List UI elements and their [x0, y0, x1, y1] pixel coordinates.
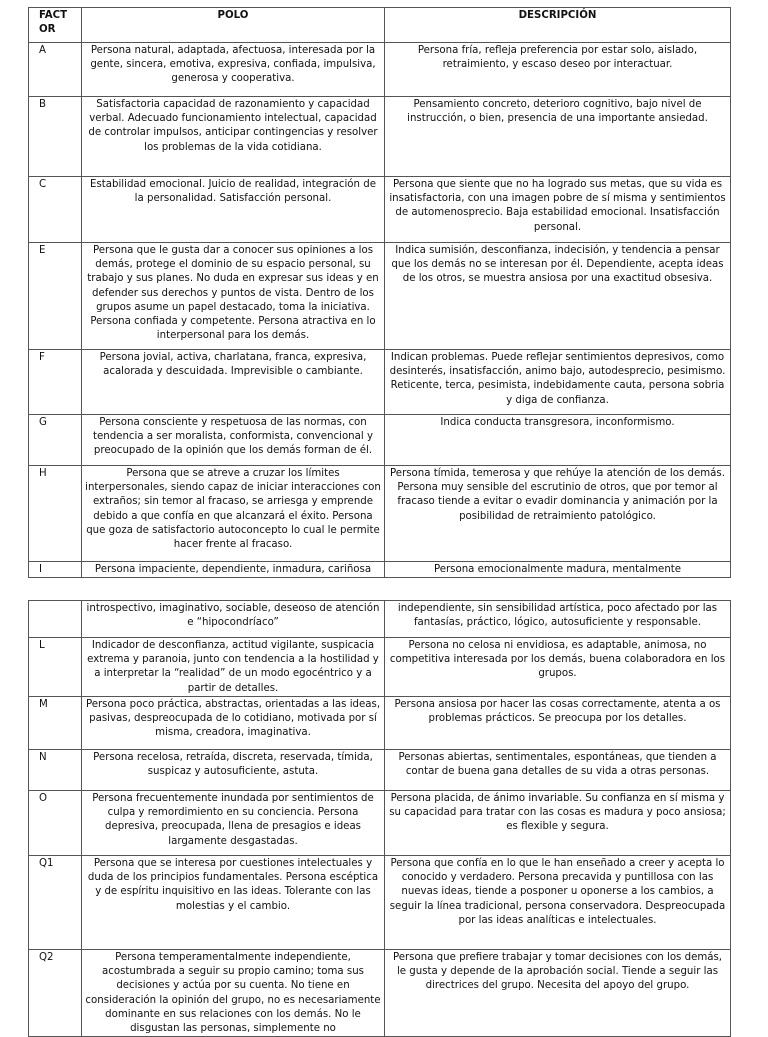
table-row [29, 350, 731, 415]
table-row [29, 562, 731, 578]
factor-cell: N [29, 750, 82, 791]
descripcion-cell: Indican problemas. Puede reflejar sentimientos depresivos, como desinterés, insatisfacción, animo bajo, autodesprecio, pesimismo. Reticente, terca, pesimista, indebidamente cauta, persona sobria y diga de confianza. [385, 350, 731, 415]
descripcion-cell: Pensamiento concreto, deterioro cognitivo, bajo nivel de instrucción, o bien, presencia de una importante ansiedad. [385, 97, 731, 177]
descripcion-cell: Indica conducta transgresora, inconformismo. [385, 415, 731, 466]
factor-cell: B [29, 97, 82, 177]
table-row [29, 243, 731, 350]
polo-cell: Estabilidad emocional. Juicio de realidad, integración de la personalidad. Satisfacción personal. [82, 177, 385, 243]
factor-cell: Q1 [29, 856, 82, 950]
table-row [29, 97, 731, 177]
polo-cell: Indicador de desconfianza, actitud vigilante, suspicacia extrema y paranoia, junto con tendencia a la hostilidad y a interpretar la “realidad” de un modo egocéntrico y a partir de detalles. [82, 638, 385, 697]
header-descripcion: DESCRIPCIÓN [385, 8, 731, 43]
polo-cell: Persona frecuentemente inundada por sentimientos de culpa y remordimiento en su conciencia. Persona depresiva, preocupada, llena de presagios e ideas largamente desgastadas. [82, 791, 385, 856]
descripcion-cell: independiente, sin sensibilidad artística, poco afectado por las fantasías, práctico, lógico, autosuficiente y responsable. [385, 601, 731, 638]
descripcion-cell: Persona placida, de ánimo invariable. Su confianza en sí misma y su capacidad para tratar con las cosas es madura y poco ansiosa; es flexible y segura. [385, 791, 731, 856]
factor-cell: O [29, 791, 82, 856]
factor-cell: Q2 [29, 950, 82, 1037]
descripcion-cell: Persona que prefiere trabajar y tomar decisiones con los demás, le gusta y depende de la aprobación social. Tiende a seguir las directrices del grupo. Necesita del apoyo del grupo. [385, 950, 731, 1037]
factor-table-page-2 [28, 600, 731, 1037]
table-row [29, 638, 731, 697]
descripcion-cell: Persona fría, refleja preferencia por estar solo, aislado, retraimiento, y escaso deseo por interactuar. [385, 43, 731, 97]
polo-cell: Persona consciente y respetuosa de las normas, con tendencia a ser moralista, conformista, convencional y preocupado de la opinión que los demás forman de él. [82, 415, 385, 466]
polo-cell: Persona jovial, activa, charlatana, franca, expresiva, acalorada y descuidada. Imprevisible o cambiante. [82, 350, 385, 415]
factor-cell: M [29, 697, 82, 750]
descripcion-cell: Personas abiertas, sentimentales, espontáneas, que tienden a contar de buena gana detalles de su vida a otras personas. [385, 750, 731, 791]
factor-cell: E [29, 243, 82, 350]
polo-cell: Persona natural, adaptada, afectuosa, interesada por la gente, sincera, emotiva, expresiva, confiada, impulsiva, generosa y cooperativa. [82, 43, 385, 97]
factor-cell: H [29, 466, 82, 562]
table-row [29, 750, 731, 791]
descripcion-cell: Persona que confía en lo que le han enseñado a creer y acepta lo conocido y verdadero. Persona precavida y puntillosa con las nuevas ideas, tiende a posponer u oponerse a los cambios, a seguir la línea tradicional, persona conservadora. Despreocupada por las ideas analíticas e intelectuales. [385, 856, 731, 950]
factor-cell: F [29, 350, 82, 415]
table-row [29, 466, 731, 562]
polo-cell: Persona que se interesa por cuestiones intelectuales y duda de los principios fundamentales. Persona escéptica y de espíritu inquisitivo en las ideas. Tolerante con las molestias y el cambio. [82, 856, 385, 950]
factor-cell: A [29, 43, 82, 97]
polo-cell: Persona impaciente, dependiente, inmadura, cariñosa [82, 562, 385, 578]
descripcion-cell: Persona no celosa ni envidiosa, es adaptable, animosa, no competitiva interesada por los demás, buena colaboradora en los grupos. [385, 638, 731, 697]
polo-cell: introspectivo, imaginativo, sociable, deseoso de atención e “hipocondríaco” [82, 601, 385, 638]
polo-cell: Persona que le gusta dar a conocer sus opiniones a los demás, protege el dominio de su espacio personal, su trabajo y sus planes. No duda en expresar sus ideas y en defender sus derechos y puntos de vista. Dentro de los grupos asume un papel destacado, toma la iniciativa. Persona confiada y competente. Persona atractiva en lo interpersonal para los demás. [82, 243, 385, 350]
table-row [29, 856, 731, 950]
descripcion-cell: Persona que siente que no ha logrado sus metas, que su vida es insatisfactoria, con una imagen pobre de sí misma y sentimientos de automenosprecio. Baja estabilidad emocional. Insatisfacción personal. [385, 177, 731, 243]
polo-cell: Persona temperamentalmente independiente, acostumbrada a seguir su propio camino; toma sus decisiones y actúa por su cuenta. No tiene en consideración la opinión del grupo, no es necesariamente dominante en sus relaciones con los demás. No le disgustan las personas, simplemente no [82, 950, 385, 1037]
factor-cell: L [29, 638, 82, 697]
descripcion-cell: Indica sumisión, desconfianza, indecisión, y tendencia a pensar que los demás no se interesan por él. Dependiente, acepta ideas de los otros, se muestra ansiosa por una exactitud obsesiva. [385, 243, 731, 350]
factor-cell [29, 601, 82, 638]
header-polo: POLO [82, 8, 385, 43]
factor-cell: G [29, 415, 82, 466]
polo-cell: Persona poco práctica, abstractas, orientadas a las ideas, pasivas, despreocupada de lo cotidiano, motivada por sí misma, creadora, imaginativa. [82, 697, 385, 750]
table-row [29, 415, 731, 466]
descripcion-cell: Persona emocionalmente madura, mentalmente [385, 562, 731, 578]
factor-cell: I [29, 562, 82, 578]
factor-cell: C [29, 177, 82, 243]
table-row [29, 791, 731, 856]
descripcion-cell: Persona ansiosa por hacer las cosas correctamente, atenta a os problemas prácticos. Se preocupa por los detalles. [385, 697, 731, 750]
polo-cell: Persona recelosa, retraída, discreta, reservada, tímida, suspicaz y autosuficiente, astuta. [82, 750, 385, 791]
table-row [29, 43, 731, 97]
header-factor: FACT OR [29, 8, 82, 43]
polo-cell: Satisfactoria capacidad de razonamiento y capacidad verbal. Adecuado funcionamiento intelectual, capacidad de controlar impulsos, anticipar contingencias y resolver los problemas de la vida cotidiana. [82, 97, 385, 177]
table-row [29, 177, 731, 243]
factor-table-page-1 [28, 7, 731, 578]
table-row [29, 601, 731, 638]
polo-cell: Persona que se atreve a cruzar los límites interpersonales, siendo capaz de iniciar interacciones con extraños; sin temor al fracaso, se arriesga y emprende debido a que confía en que alcanzará el éxito. Persona que goza de satisfactorio autoconcepto lo cual le permite hacer frente al fracaso. [82, 466, 385, 562]
descripcion-cell: Persona tímida, temerosa y que rehúye la atención de los demás. Persona muy sensible del escrutinio de otros, que por temor al fracaso tiende a evitar o evadir dominancia y animación por la posibilidad de retraimiento patológico. [385, 466, 731, 562]
table-row [29, 697, 731, 750]
